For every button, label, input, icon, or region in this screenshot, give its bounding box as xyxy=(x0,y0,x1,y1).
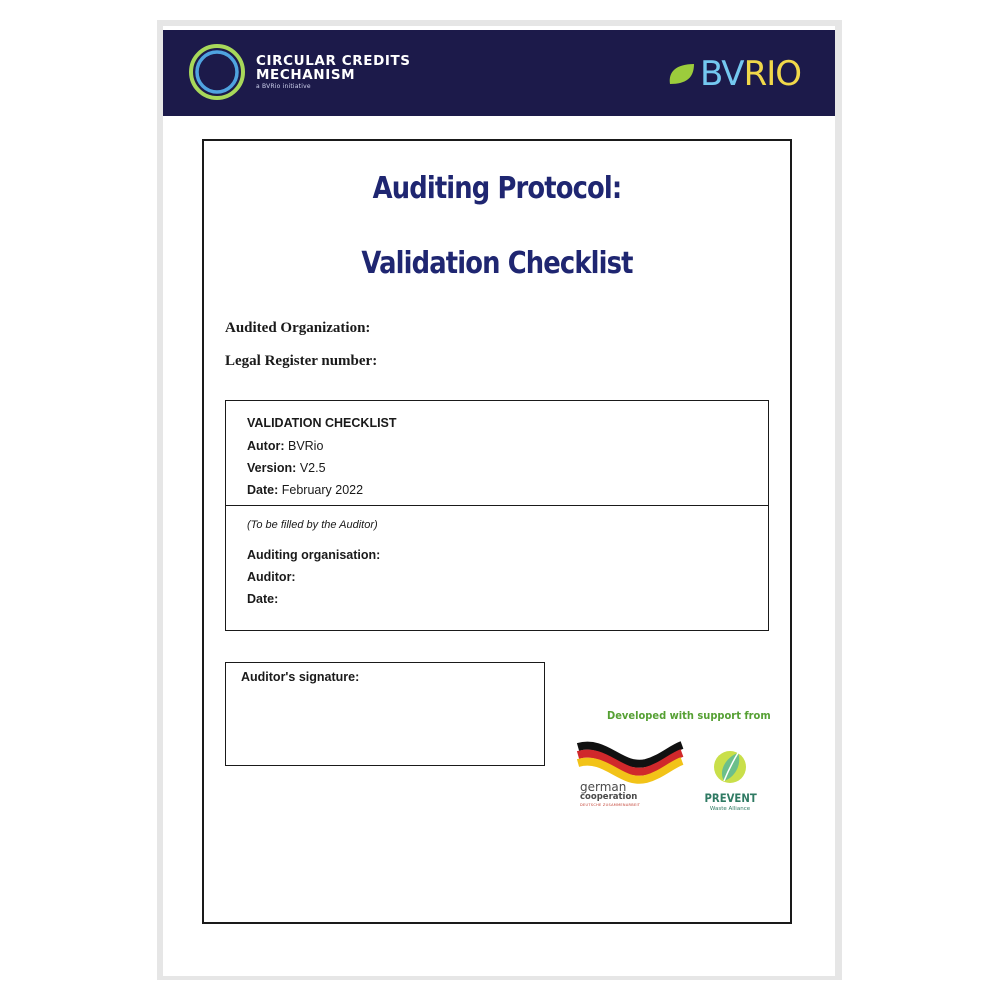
auditor-date-label: Date: xyxy=(247,592,279,606)
author-line xyxy=(247,439,323,453)
bvrio-leaf-icon xyxy=(666,62,696,86)
prevent-line-1: PREVENT xyxy=(704,791,757,805)
header-banner xyxy=(163,30,835,116)
prevent-leaf-icon xyxy=(712,747,748,787)
bvrio-logo xyxy=(666,56,801,92)
author-label: Autor: xyxy=(247,439,285,453)
prevent-line-2: Waste Alliance xyxy=(709,806,751,812)
auditing-organisation-line xyxy=(247,548,380,562)
legal-register-label: Legal Register number: xyxy=(225,353,378,369)
brand-line-1: CIRCULAR CREDITS xyxy=(256,53,411,69)
circular-credits-brand xyxy=(256,54,411,91)
auditor-signature-label: Auditor's signature: xyxy=(241,670,360,684)
version-value: V2.5 xyxy=(299,461,326,475)
author-value: BVRio xyxy=(287,439,324,453)
auditor-line xyxy=(247,570,296,584)
validation-checklist-box xyxy=(225,400,769,631)
date-value: February 2022 xyxy=(281,483,364,497)
audited-organization-label: Audited Organization: xyxy=(225,320,371,336)
gc-line-1: german xyxy=(580,780,627,794)
checklist-heading xyxy=(247,416,397,430)
checklist-heading-text: VALIDATION CHECKLIST xyxy=(247,416,397,430)
brand-subtitle: a BVRio initiative xyxy=(256,83,311,90)
brand-line-2: MECHANISM xyxy=(256,67,356,83)
bvrio-wordmark xyxy=(700,56,801,92)
auditor-signature-box xyxy=(225,662,545,766)
auditing-organisation-label: Auditing organisation: xyxy=(247,548,381,562)
version-label: Version: xyxy=(247,461,297,475)
auditor-note: (To be filled by the Auditor) xyxy=(247,519,378,531)
date-label: Date: xyxy=(247,483,279,497)
auditor-label: Auditor: xyxy=(247,570,296,584)
date-line xyxy=(247,483,363,497)
gc-line-3: DEUTSCHE ZUSAMMENARBEIT xyxy=(580,803,641,807)
german-cooperation-logo-text xyxy=(580,781,640,808)
circular-credits-logo-icon xyxy=(187,42,247,102)
bvrio-wordmark-rio: RIO xyxy=(743,54,801,94)
auditor-date-line xyxy=(247,592,278,606)
document-frame xyxy=(202,139,792,924)
prevent-logo-text xyxy=(701,792,759,813)
gc-line-2: cooperation xyxy=(580,792,638,802)
document-title-line-2: Validation Checklist xyxy=(361,246,633,281)
version-line xyxy=(247,461,326,475)
checklist-divider xyxy=(226,505,768,506)
support-label: Developed with support from xyxy=(607,709,771,722)
document-page xyxy=(163,26,835,976)
bvrio-wordmark-bv: BV xyxy=(700,54,744,94)
document-title-line-1: Auditing Protocol: xyxy=(372,171,622,206)
